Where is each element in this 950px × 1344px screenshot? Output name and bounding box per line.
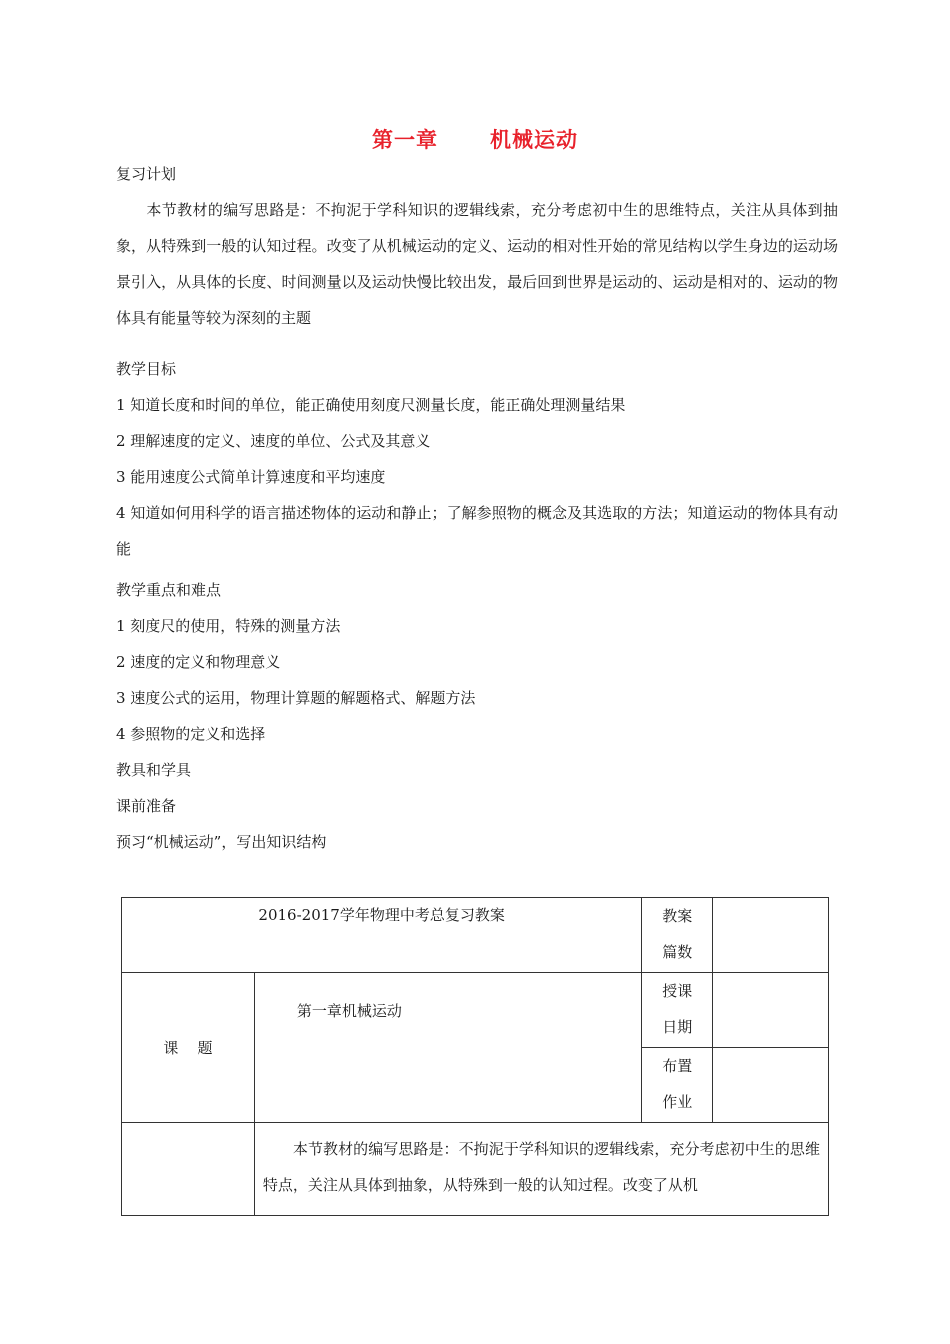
- tools-heading: 教具和学具: [116, 761, 192, 779]
- objective-item: 4 知道如何用科学的语言描述物体的运动和静止；了解参照物的概念及其选取的方法；知道运动的物体具有动能: [116, 504, 838, 558]
- date-label: 授课日期: [662, 982, 693, 1036]
- review-plan-heading: 复习计划: [116, 165, 177, 183]
- key-point-item: 3 速度公式的运用，物理计算题的解题格式、解题方法: [116, 689, 476, 707]
- intro-text: 本节教材的编写思路是：不拘泥于学科知识的逻辑线索，充分考虑初中生的思维特点，关注从具体到抽象，从特殊到一般的认知过程。改变了从机械运动的定义、运动的相对性开始的常见结构以学生身边的运动场景引入，从具体的长度、时间测量以及运动快慢比较出发，最后回到世界是运动的、运动是相对的、运动的物体具有能量等较为深刻的主题: [116, 201, 838, 327]
- subject-label: 课 题: [163, 1039, 213, 1057]
- objective-item: 2 理解速度的定义、速度的单位、公式及其意义: [116, 432, 431, 450]
- key-point-item: 2 速度的定义和物理意义: [116, 653, 281, 671]
- chapter-number: 第一章: [372, 127, 438, 152]
- prep-text: 预习“机械运动”，写出知识结构: [116, 833, 327, 851]
- page-title: [0, 124, 950, 154]
- homework-value-cell: [713, 1048, 829, 1123]
- key-points-heading: 教学重点和难点: [116, 581, 222, 599]
- date-value-cell: [713, 973, 829, 1048]
- content-side-cell: [122, 1123, 255, 1216]
- table-title: 2016-2017学年物理中考总复习教案: [258, 906, 505, 924]
- table-title-cell: [122, 898, 642, 973]
- lesson-plan-table: [121, 897, 829, 1216]
- content-text: 本节教材的编写思路是：不拘泥于学科知识的逻辑线索，充分考虑初中生的思维特点，关注从具体到抽象，从特殊到一般的认知过程。改变了从机: [262, 1140, 820, 1194]
- subject-value-cell: [254, 973, 641, 1123]
- homework-label-cell: [642, 1048, 713, 1123]
- subject-value: 第一章机械运动: [296, 1002, 402, 1020]
- plan-count-label: 教案篇数: [662, 907, 693, 961]
- key-point-item: 1 刻度尺的使用，特殊的测量方法: [116, 617, 341, 635]
- date-label-cell: [642, 973, 713, 1048]
- objective-item: 3 能用速度公式简单计算速度和平均速度: [116, 468, 386, 486]
- chapter-name: 机械运动: [490, 127, 578, 152]
- subject-label-cell: [122, 973, 255, 1123]
- objectives-heading: 教学目标: [116, 360, 177, 378]
- homework-label: 布置作业: [662, 1057, 693, 1111]
- objective-item: 1 知道长度和时间的单位，能正确使用刻度尺测量长度，能正确处理测量结果: [116, 396, 626, 414]
- plan-count-label-cell: [642, 898, 713, 973]
- prep-heading: 课前准备: [116, 797, 177, 815]
- key-point-item: 4 参照物的定义和选择: [116, 725, 266, 743]
- plan-count-value-cell: [713, 898, 829, 973]
- content-cell: [254, 1123, 828, 1216]
- intro-paragraph: [116, 192, 838, 336]
